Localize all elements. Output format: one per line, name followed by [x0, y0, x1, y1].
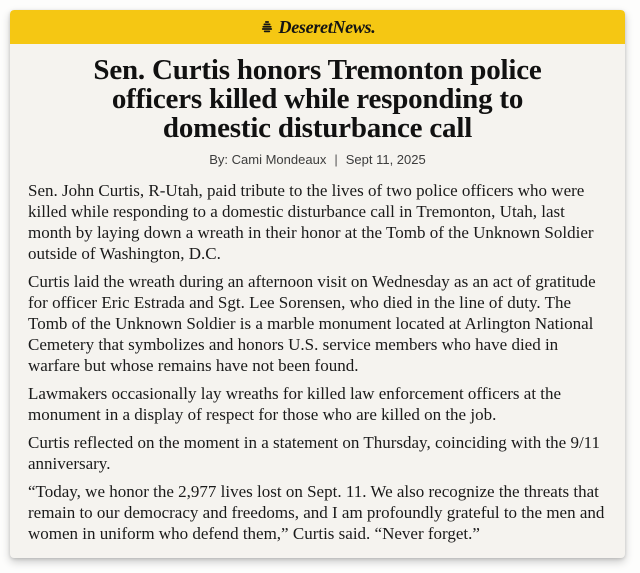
- article-card: [10, 10, 625, 558]
- beehive-icon: [260, 20, 274, 34]
- masthead-banner: [10, 10, 625, 44]
- byline-author: By: Cami Mondeaux: [209, 151, 327, 167]
- article-paragraph: Sen. John Curtis, R-Utah, paid tribute to the lives of two police officers who were killed while responding to a domestic disturbance call in Tremonton, Utah, last month by laying down a wreath in their honor at the Tomb of the Unknown Soldier outside of Washington, D.C.: [28, 181, 594, 263]
- headline-line: Sen. Curtis honors Tremonton police: [93, 54, 542, 86]
- article-paragraph: Lawmakers occasionally lay wreaths for killed law enforcement officers at the monument in a display of respect for those who are killed on the job.: [28, 384, 562, 424]
- headline-line: domestic disturbance call: [162, 112, 473, 144]
- byline-date: Sept 11, 2025: [345, 151, 426, 167]
- article-paragraph: Curtis laid the wreath during an afternoon visit on Wednesday as an act of gratitude for officer Eric Estrada and Sgt. Lee Sorensen, who died in the line of duty. The Tomb of the Unknown Soldier is a marble monument located at Arlington National Cemetery that symbolizes and honors U.S. service members who have died in warfare but whose remains have not been found.: [28, 272, 596, 375]
- article-paragraph: Curtis reflected on the moment in a statement on Thursday, coinciding with the 9/11 anniversary.: [28, 433, 601, 473]
- article-headline: [10, 56, 625, 143]
- masthead-brand-label: DeseretNews.: [278, 17, 376, 37]
- byline-separator: |: [334, 151, 338, 167]
- masthead-brand[interactable]: [260, 18, 376, 36]
- byline: [10, 151, 625, 167]
- article-paragraph: “Today, we honor the 2,977 lives lost on Sept. 11. We also recognize the threats that remain to our democracy and freedoms, and I am profoundly grateful to the men and women in uniform who defend them,” Curtis said. “Never forget.”: [28, 482, 605, 543]
- article-body: [10, 180, 625, 544]
- headline-line: officers killed while responding to: [111, 83, 524, 115]
